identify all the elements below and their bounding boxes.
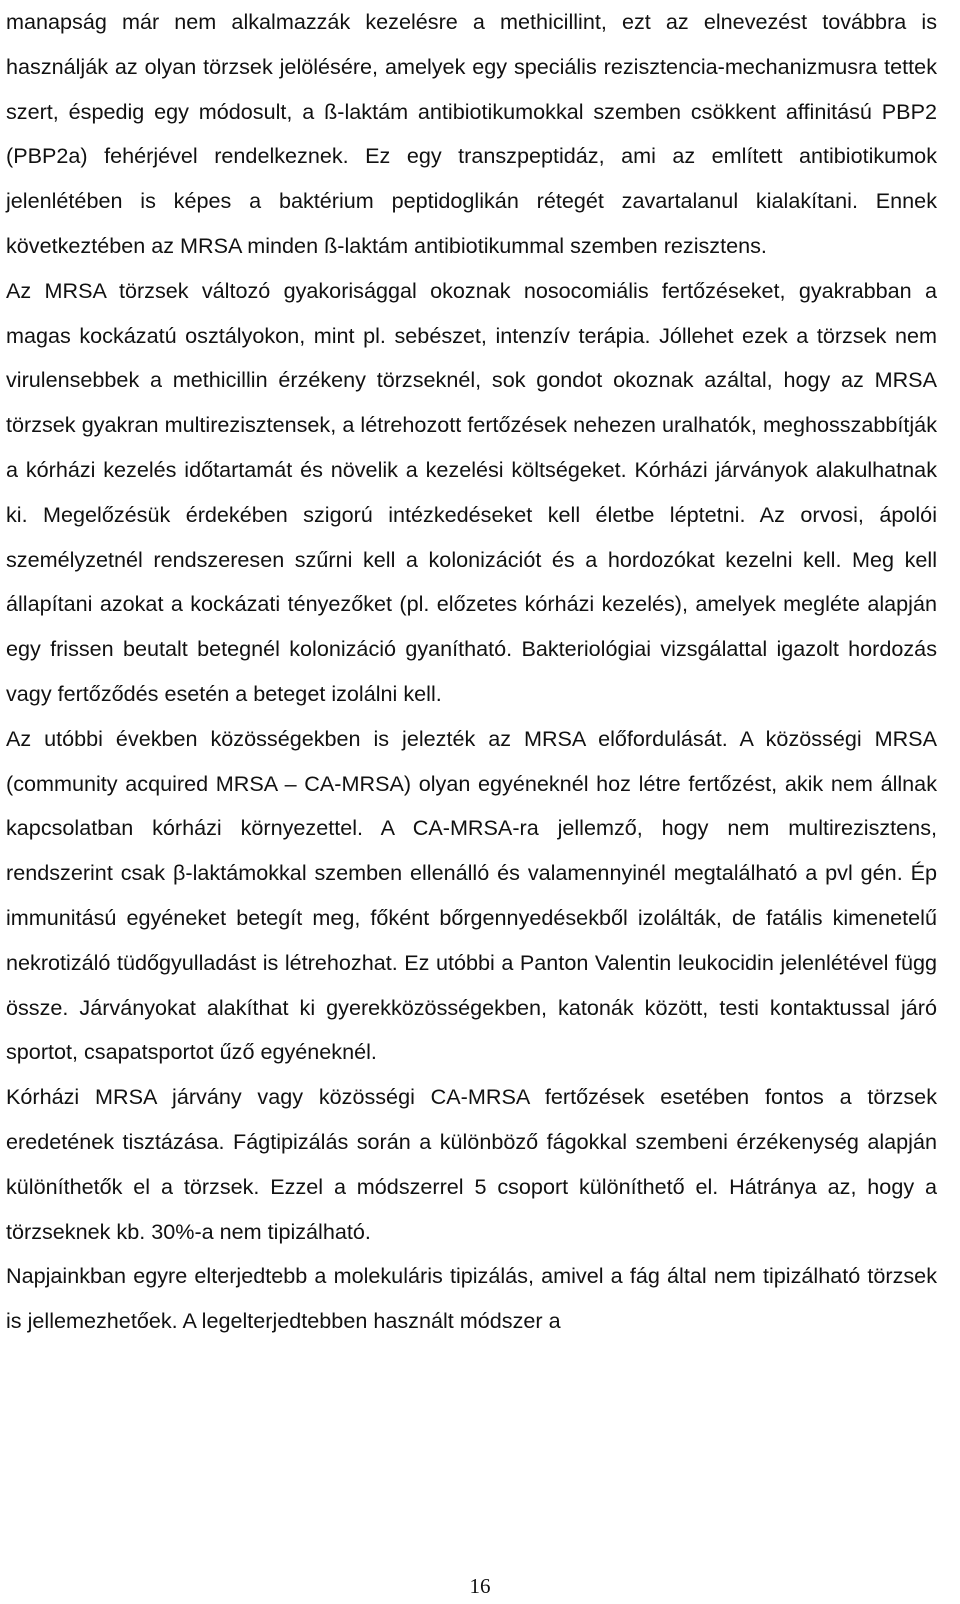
paragraph-methicillin-resistance: manapság már nem alkalmazzák kezelésre a methicillint, ezt az elnevezést továbbra is használják az olyan törzsek jelölésére, amelyek egy speciális rezisztencia-mechanizmusra tettek szert, éspedig egy módosult, a ß-laktám antibiotikumokkal szemben csökkent affinitású PBP2 (PBP2a) fehérjével rendelkeznek. Ez egy transzpeptidáz, ami az említett antibiotikumok jelenlétében is képes a baktérium peptidoglikán rétegét zavartalanul kialakítani. Ennek következtében az MRSA minden ß-laktám antibiotikummal szemben rezisztens. — [6, 9, 937, 258]
paragraph-community-mrsa: Az utóbbi években közösségekben is jelezték az MRSA előfordulását. A közösségi MRSA (community acquired MRSA – CA-MRSA) olyan egyéneknél hoz létre fertőzést, akik nem állnak kapcsolatban kórházi környezettel. A CA-MRSA-ra jellemző, hogy nem multirezisztens, rendszerint csak β-laktámokkal szemben ellenálló és valamennyinél megtalálható a pvl gén. Ép immunitású egyéneket betegít meg, főként bőrgennyedésekből izolálták, de fatális kimenetelű nekrotizáló tüdőgyulladást is létrehozhat. Ez utóbbi a Panton Valentin leukocidin jelenlétével függ össze. Járványokat alakíthat ki gyerekközösségekben, katonák között, testi kontaktussal járó sportot, csapatsportot űző egyéneknél. — [6, 725, 937, 1065]
paragraph-molecular-typing: Napjainkban egyre elterjedtebb a molekuláris tipizálás, amivel a fág által nem tipizálható törzsek is jellemezhetőek. A legelterjedtebben használt módszer a — [6, 1263, 937, 1334]
paragraph-nosocomial-mrsa: Az MRSA törzsek változó gyakorisággal okoznak nosocomiális fertőzéseket, gyakrabban a magas kockázatú osztályokon, mint pl. sebészet, intenzív terápia. Jóllehet ezek a törzsek nem virulensebbek a methicillin érzékeny törzseknél, sok gondot okoznak azáltal, hogy az MRSA törzsek gyakran multirezisztensek, a létrehozott fertőzések nehezen uralhatók, meghosszabbítják a kórházi kezelés időtartamát és növelik a kezelési költségeket. Kórházi járványok alakulhatnak ki. Megelőzésük érdekében szigorú intézkedéseket kell életbe léptetni. Az orvosi, ápolói személyzetnél rendszeresen szűrni kell a kolonizációt és a hordozókat kezelni kell. Meg kell állapítani azokat a kockázati tényezőket (pl. előzetes kórházi kezelés), amelyek megléte alapján egy frissen beutalt betegnél kolonizáció gyanítható. Bakteriológiai vizsgálattal igazolt hordozás vagy fertőződés esetén a beteget izolálni kell. — [6, 277, 937, 706]
page-number: 16 — [469, 1574, 491, 1598]
paragraph-phage-typing: Kórházi MRSA járvány vagy közösségi CA-MRSA fertőzések esetében fontos a törzsek eredetének tisztázása. Fágtipizálás során a különböző fágokkal szembeni érzékenység alapján különíthetők el a törzsek. Ezzel a módszerrel 5 csoport különíthető el. Hátránya az, hogy a törzseknek kb. 30%-a nem tipizálható. — [6, 1084, 937, 1244]
document-page — [6, 0, 937, 1344]
